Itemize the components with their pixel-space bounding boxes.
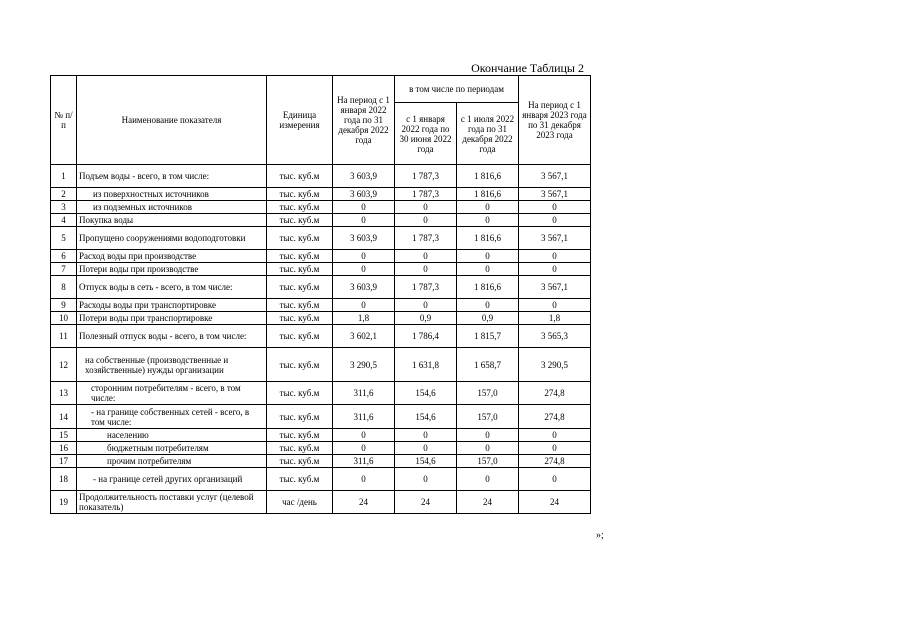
row-name: Продолжительность поставки услуг (целевой показатель) [77, 491, 267, 514]
row-value-h2-2022: 0 [457, 201, 519, 214]
row-value-h1-2022: 0 [395, 442, 457, 455]
row-unit: тыс. куб.м [267, 312, 333, 325]
row-number: 13 [51, 382, 77, 405]
row-number: 5 [51, 227, 77, 250]
table-row [51, 165, 591, 188]
row-value-2023: 0 [519, 250, 591, 263]
row-value-h2-2022: 1 815,7 [457, 325, 519, 348]
row-value-2023: 3 567,1 [519, 188, 591, 201]
table-row [51, 348, 591, 382]
row-value-2023: 274,8 [519, 382, 591, 405]
row-number: 11 [51, 325, 77, 348]
row-value-2022: 3 603,9 [333, 165, 395, 188]
row-value-2023: 3 565,3 [519, 325, 591, 348]
row-value-h2-2022: 157,0 [457, 382, 519, 405]
table-row [51, 491, 591, 514]
table-row [51, 250, 591, 263]
row-number: 2 [51, 188, 77, 201]
row-number: 10 [51, 312, 77, 325]
row-name: населению [77, 429, 267, 442]
row-value-2023: 274,8 [519, 405, 591, 429]
row-name: прочим потребителям [77, 455, 267, 468]
row-unit: тыс. куб.м [267, 201, 333, 214]
row-name: - на границе собственных сетей - всего, в том числе: [77, 405, 267, 429]
row-value-2022: 0 [333, 250, 395, 263]
row-value-h2-2022: 0 [457, 214, 519, 227]
row-value-h1-2022: 0 [395, 214, 457, 227]
row-unit: тыс. куб.м [267, 325, 333, 348]
row-value-h1-2022: 1 787,3 [395, 227, 457, 250]
row-unit: тыс. куб.м [267, 348, 333, 382]
row-value-h2-2022: 1 816,6 [457, 227, 519, 250]
row-value-2022: 0 [333, 429, 395, 442]
table-row [51, 299, 591, 312]
row-unit: тыс. куб.м [267, 405, 333, 429]
row-value-2022: 0 [333, 442, 395, 455]
table-row [51, 227, 591, 250]
header-period-2023: На период с 1 января 2023 года по 31 декабря 2023 года [519, 76, 591, 165]
row-unit: тыс. куб.м [267, 263, 333, 276]
table-row [51, 188, 591, 201]
row-unit: тыс. куб.м [267, 214, 333, 227]
row-value-2023: 3 567,1 [519, 165, 591, 188]
row-number: 4 [51, 214, 77, 227]
row-value-h2-2022: 157,0 [457, 405, 519, 429]
header-subperiod-first-half: с 1 января 2022 года по 30 июня 2022 года [395, 103, 457, 165]
row-value-h1-2022: 154,6 [395, 382, 457, 405]
row-value-2023: 24 [519, 491, 591, 514]
row-value-2023: 0 [519, 429, 591, 442]
table-row [51, 276, 591, 299]
row-name: Пропущено сооружениями водоподготовки [77, 227, 267, 250]
row-value-2023: 0 [519, 468, 591, 491]
row-value-2022: 0 [333, 468, 395, 491]
row-unit: тыс. куб.м [267, 382, 333, 405]
table-row [51, 201, 591, 214]
row-value-h1-2022: 24 [395, 491, 457, 514]
table-row [51, 429, 591, 442]
row-name: из поверхностных источников [77, 188, 267, 201]
row-name: Полезный отпуск воды - всего, в том числе: [77, 325, 267, 348]
row-value-2022: 3 603,9 [333, 188, 395, 201]
row-value-h2-2022: 1 816,6 [457, 188, 519, 201]
row-value-h2-2022: 0 [457, 263, 519, 276]
row-value-2022: 3 602,1 [333, 325, 395, 348]
row-name: Расходы воды при транспортировке [77, 299, 267, 312]
row-number: 12 [51, 348, 77, 382]
table-row [51, 405, 591, 429]
row-unit: час /день [267, 491, 333, 514]
row-value-h1-2022: 0 [395, 468, 457, 491]
row-number: 17 [51, 455, 77, 468]
row-number: 16 [51, 442, 77, 455]
row-name: сторонним потребителям - всего, в том числе: [77, 382, 267, 405]
table-row [51, 263, 591, 276]
row-value-h2-2022: 1 816,6 [457, 276, 519, 299]
row-unit: тыс. куб.м [267, 455, 333, 468]
row-number: 8 [51, 276, 77, 299]
row-value-2022: 0 [333, 214, 395, 227]
row-value-2022: 24 [333, 491, 395, 514]
row-value-2022: 3 290,5 [333, 348, 395, 382]
row-value-h2-2022: 0 [457, 250, 519, 263]
row-value-h1-2022: 0 [395, 201, 457, 214]
table-row [51, 312, 591, 325]
row-number: 19 [51, 491, 77, 514]
row-value-2022: 3 603,9 [333, 227, 395, 250]
row-name: Потери воды при производстве [77, 263, 267, 276]
row-value-2023: 0 [519, 442, 591, 455]
table-caption: Окончание Таблицы 2 [471, 61, 584, 75]
row-unit: тыс. куб.м [267, 299, 333, 312]
row-name: Расход воды при производстве [77, 250, 267, 263]
row-value-2023: 0 [519, 214, 591, 227]
row-value-2022: 311,6 [333, 382, 395, 405]
table-row [51, 442, 591, 455]
row-value-2022: 0 [333, 201, 395, 214]
row-value-h1-2022: 0 [395, 429, 457, 442]
row-unit: тыс. куб.м [267, 468, 333, 491]
row-value-h2-2022: 0,9 [457, 312, 519, 325]
row-unit: тыс. куб.м [267, 276, 333, 299]
row-value-2022: 0 [333, 299, 395, 312]
row-value-2022: 3 603,9 [333, 276, 395, 299]
table-row [51, 214, 591, 227]
closing-quote: »; [596, 530, 604, 541]
row-value-2023: 3 567,1 [519, 276, 591, 299]
row-number: 15 [51, 429, 77, 442]
row-number: 7 [51, 263, 77, 276]
row-name: бюджетным потребителям [77, 442, 267, 455]
row-value-2023: 1,8 [519, 312, 591, 325]
row-value-h1-2022: 154,6 [395, 455, 457, 468]
row-value-h1-2022: 0 [395, 263, 457, 276]
header-unit: Единица измерения [267, 76, 333, 165]
row-value-2023: 274,8 [519, 455, 591, 468]
row-value-2022: 0 [333, 263, 395, 276]
row-value-2022: 1,8 [333, 312, 395, 325]
table-row [51, 325, 591, 348]
row-value-h1-2022: 0 [395, 299, 457, 312]
row-value-2023: 3 290,5 [519, 348, 591, 382]
row-value-h1-2022: 0,9 [395, 312, 457, 325]
row-name: на собственные (производственные и хозяйственные) нужды организации [77, 348, 267, 382]
row-name: Покупка воды [77, 214, 267, 227]
header-period-2022: На период с 1 января 2022 года по 31 декабря 2022 года [333, 76, 395, 165]
row-value-h2-2022: 1 658,7 [457, 348, 519, 382]
table-row [51, 382, 591, 405]
header-subperiod-second-half: с 1 июля 2022 года по 31 декабря 2022 года [457, 103, 519, 165]
row-unit: тыс. куб.м [267, 188, 333, 201]
row-value-2023: 0 [519, 299, 591, 312]
row-value-h1-2022: 1 787,3 [395, 165, 457, 188]
header-subperiods-group: в том числе по периодам [395, 76, 519, 103]
row-value-h2-2022: 0 [457, 299, 519, 312]
row-number: 6 [51, 250, 77, 263]
row-unit: тыс. куб.м [267, 429, 333, 442]
row-value-h1-2022: 1 631,8 [395, 348, 457, 382]
row-unit: тыс. куб.м [267, 250, 333, 263]
row-value-h2-2022: 0 [457, 442, 519, 455]
row-value-2023: 0 [519, 263, 591, 276]
row-value-h1-2022: 1 787,3 [395, 276, 457, 299]
row-value-h1-2022: 0 [395, 250, 457, 263]
header-indicator-name: Наименование показателя [77, 76, 267, 165]
indicators-table [50, 75, 591, 514]
row-value-h2-2022: 0 [457, 468, 519, 491]
row-value-h2-2022: 1 816,6 [457, 165, 519, 188]
row-name: Потери воды при транспортировке [77, 312, 267, 325]
header-number: № п/п [51, 76, 77, 165]
row-name: из подземных источников [77, 201, 267, 214]
row-value-h1-2022: 1 786,4 [395, 325, 457, 348]
row-value-2023: 0 [519, 201, 591, 214]
row-value-h1-2022: 154,6 [395, 405, 457, 429]
row-unit: тыс. куб.м [267, 442, 333, 455]
row-number: 9 [51, 299, 77, 312]
row-number: 18 [51, 468, 77, 491]
row-name: Подъем воды - всего, в том числе: [77, 165, 267, 188]
row-number: 3 [51, 201, 77, 214]
row-value-2022: 311,6 [333, 405, 395, 429]
table-row [51, 455, 591, 468]
row-unit: тыс. куб.м [267, 165, 333, 188]
row-value-2023: 3 567,1 [519, 227, 591, 250]
row-name: - на границе сетей других организаций [77, 468, 267, 491]
table-row [51, 468, 591, 491]
row-value-h2-2022: 157,0 [457, 455, 519, 468]
row-unit: тыс. куб.м [267, 227, 333, 250]
row-value-h2-2022: 24 [457, 491, 519, 514]
row-value-h2-2022: 0 [457, 429, 519, 442]
row-number: 1 [51, 165, 77, 188]
row-value-h1-2022: 1 787,3 [395, 188, 457, 201]
row-number: 14 [51, 405, 77, 429]
row-name: Отпуск воды в сеть - всего, в том числе: [77, 276, 267, 299]
row-value-2022: 311,6 [333, 455, 395, 468]
